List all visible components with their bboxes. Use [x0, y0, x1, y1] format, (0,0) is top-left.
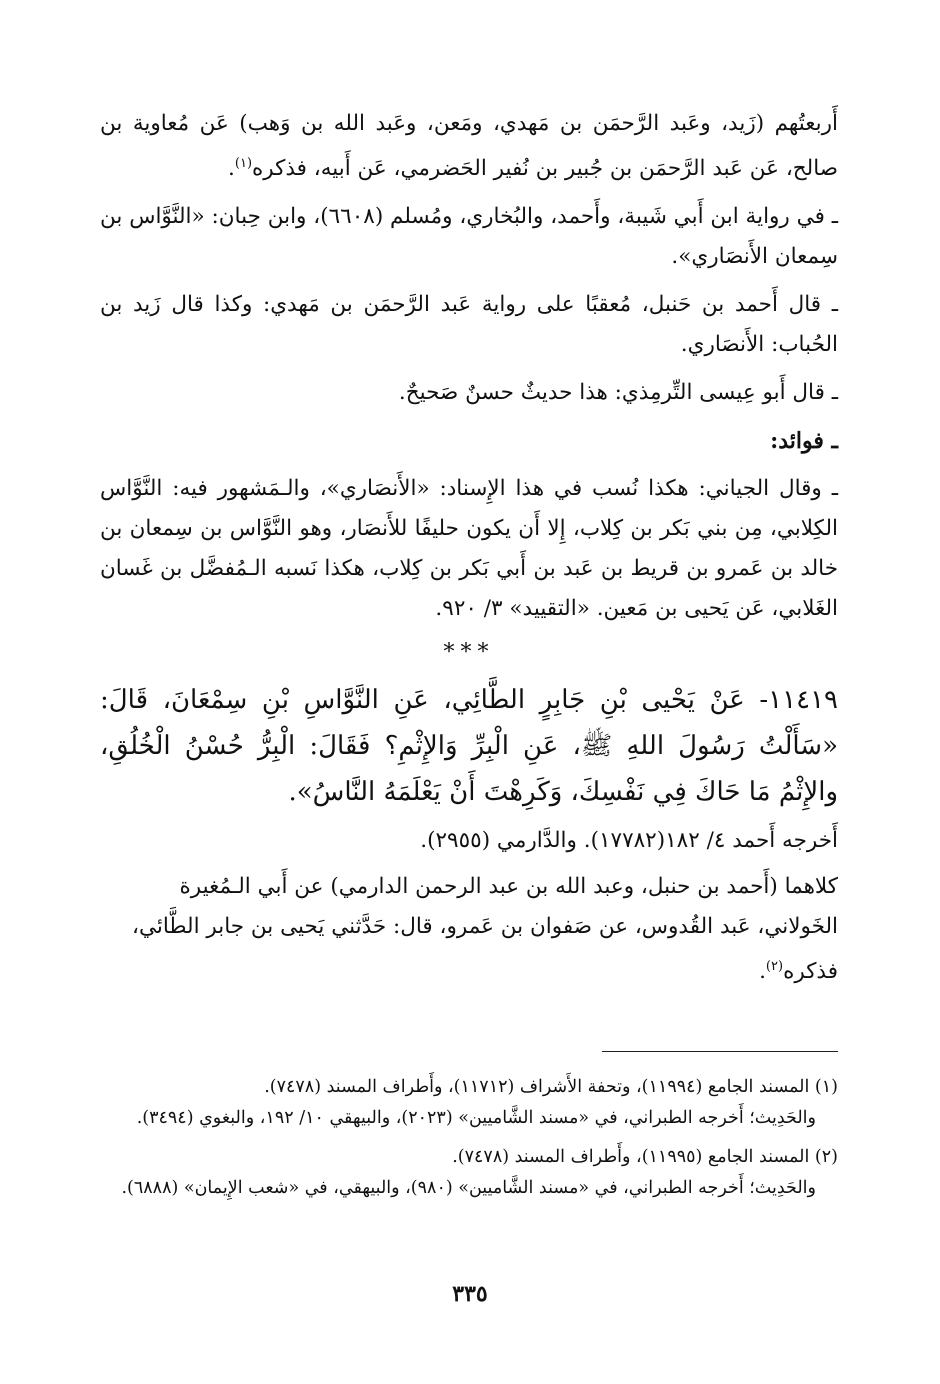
- footnote-2: (٢) المسند الجامع (١١٩٩٥)، وأَطراف المسند (٧٤٧٨).: [452, 1147, 838, 1167]
- footnote-2-continuation: والحَدِيث؛ أَخرجه الطبراني، في «مسند الشَّاميين» (٩٨٠)، والبيهقي، في «شعب الإِيمان» (٦٨٨٨).: [121, 1178, 816, 1198]
- benefits-heading: ـ فوائد:: [770, 428, 838, 455]
- paragraph-tirmidhi-grading: ـ قال أَبو عِيسى التِّرمِذي: هذا حديثٌ حسنٌ صَحيحٌ.: [398, 380, 838, 406]
- footnote-1: (١) المسند الجامع (١١٩٩٤)، وتحفة الأَشراف (١١٧١٢)، وأَطراف المسند (٧٤٧٨).: [264, 1077, 838, 1097]
- paragraph-narration-note: ـ في رواية ابن أَبي شَيبة، وأَحمد، والبُخاري، ومُسلم (٦٦٠٨)، وابن حِبان: «النَّوَّاس بن سِمعان الأَنصَاري».: [100, 204, 838, 270]
- section-separator: ***: [443, 640, 495, 666]
- footnote-divider: [602, 1051, 838, 1052]
- footnotes: [100, 1072, 838, 1204]
- paragraph-end: .: [759, 959, 766, 985]
- footnote-ref-1: (١): [234, 156, 253, 171]
- paragraph-text: أَربعتُهم (زَيد، وعَبد الرَّحمَن بن مَهدي، ومَعن، وعَبد الله بن وَهب) عَن مُعاوية بن صالح، عَن عَبد الرَّحمَن بن جُبير بن نُفير الحَضرمي، عَن أَبيه، فذكره: [100, 111, 838, 182]
- paragraph-chain-of-four: [100, 104, 838, 189]
- hadith-text: ١١٤١٩- عَنْ يَحْيى بْنِ جَابِرٍ الطَّائِي، عَنِ النَّوَّاسِ بْنِ سِمْعَانَ، قَالَ: «سَأَلْتُ رَسُولَ اللهِ ﷺ، عَنِ الْبِرِّ وَالإِثْمِ؟ فَقَالَ: الْبِرُّ حُسْنُ الْخُلُقِ، والإِثْمُ مَا حَاكَ فِي نَفْسِكَ، وَكَرِهْتَ أَنْ يَعْلَمَهُ النَّاسُ».: [100, 685, 838, 808]
- main-text: [100, 104, 838, 992]
- page-number: ٣٣٥: [452, 1281, 488, 1307]
- paragraph-text: كلاهما (أَحمد بن حنبل، وعبد الله بن عبد الرحمن الدارمي) عن أَبي الـمُغيرة الخَولاني، عَبد القُدوس، عن صَفوان بن عَمرو، قال: حَدَّثني يَحيى بن جابر الطَّائي، فذكره: [132, 874, 838, 985]
- paragraph-jayyani-note: ـ وقال الجياني: هكذا نُسب في هذا الإِسناد: «الأَنصَاري»، والـمَشهور فيه: النَّوَّاس الكِلابي، مِن بني بَكر بن كِلاب، إِلا أَن يكون حليفًا للأَنصَار، وهو النَّوَّاس بن سِمعان بن خالد بن عَمرو بن قريط بن عَبد بن أَبي بَكر بن كِلاب، هكذا نَسبه الـمُفضَّل بن غَسان الغَلابي، عَن يَحيى بن مَعين. «التقييد» ٣/ ٩٢٠.: [100, 476, 838, 622]
- footnote-ref-2: (٢): [765, 959, 784, 975]
- paragraph-ahmad-comment: ـ قال أَحمد بن حَنبل، مُعقبًا على رواية عَبد الرَّحمَن بن مَهدي: وكذا قال زَيد بن الحُباب: الأَنصَاري.: [100, 292, 838, 358]
- takhrij-line: أَخرجه أَحمد ٤/ ١٨٢(١٧٧٨٢). والدَّارمي (٢٩٥٥).: [420, 828, 838, 854]
- paragraph-end: .: [228, 156, 235, 182]
- paragraph-chain: [100, 867, 838, 992]
- footnote-1-continuation: والحَدِيث؛ أَخرجه الطبراني، في «مسند الشَّاميين» (٢٠٢٣)، والبيهقي ١٠/ ١٩٢، والبغوي (٣٤٩٤).: [136, 1108, 816, 1128]
